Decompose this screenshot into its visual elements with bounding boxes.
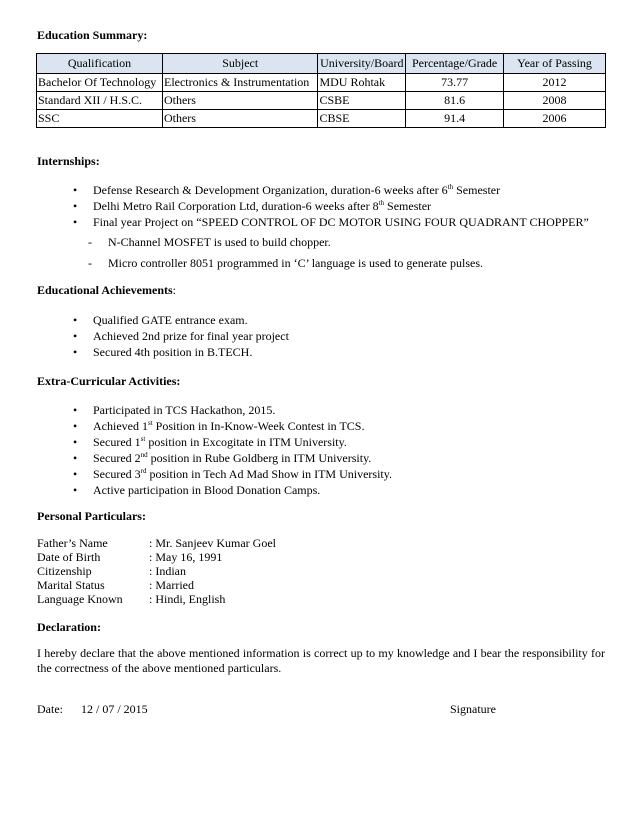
cell-percentage: 81.6 [406, 92, 504, 110]
list-item: • Active participation in Blood Donation Camps. [73, 483, 321, 497]
cell-qualification: Bachelor Of Technology [37, 74, 163, 92]
table-row [37, 92, 606, 110]
cell-university: MDU Rohtak [318, 74, 406, 92]
cell-percentage: 73.77 [406, 74, 504, 92]
extracurricular-list [0, 402, 600, 498]
achievements-list [0, 312, 600, 360]
bullet-icon: • [73, 451, 78, 465]
bullet-icon: • [73, 403, 78, 417]
col-subject: Subject [162, 54, 317, 74]
bullet-icon: • [73, 313, 78, 327]
personal-row: Language Known : Hindi, English [37, 592, 226, 606]
list-item: • Secured 4th position in B.TECH. [73, 345, 253, 359]
cell-university: CSBE [318, 92, 406, 110]
col-year: Year of Passing [504, 54, 606, 74]
personal-heading: Personal Particulars: [37, 509, 146, 523]
signature-label: Signature [450, 702, 496, 716]
list-item: • Secured 3rd position in Tech Ad Mad Show in ITM University. [73, 467, 392, 481]
bullet-icon: • [73, 329, 78, 343]
list-item: - Micro controller 8051 programmed in ‘C’ language is used to generate pulses. [0, 253, 483, 274]
internships-heading: Internships: [37, 154, 100, 168]
bullet-icon: • [73, 435, 78, 449]
col-percentage: Percentage/Grade [406, 54, 504, 74]
list-item: • Secured 1st position in Excogitate in ITM University. [73, 435, 347, 449]
personal-row: Father’s Name : Mr. Sanjeev Kumar Goel [37, 536, 276, 550]
cell-year: 2006 [504, 110, 606, 128]
bullet-icon: • [73, 183, 78, 197]
list-item: • Final year Project on “SPEED CONTROL OF DC MOTOR USING FOUR QUADRANT CHOPPER” [73, 215, 589, 229]
table-row [37, 74, 606, 92]
extracurricular-heading: Extra-Curricular Activities: [37, 374, 181, 388]
cell-percentage: 91.4 [406, 110, 504, 128]
bullet-icon: • [73, 483, 78, 497]
list-item: - N-Channel MOSFET is used to build chopper. [0, 232, 483, 253]
bullet-icon: • [73, 215, 78, 229]
cell-qualification: Standard XII / H.S.C. [37, 92, 163, 110]
date-value: 12 / 07 / 2015 [81, 702, 148, 716]
cell-year: 2012 [504, 74, 606, 92]
col-university: University/Board [318, 54, 406, 74]
list-item: • Qualified GATE entrance exam. [73, 313, 248, 327]
internships-list [0, 182, 600, 230]
col-qualification: Qualification [37, 54, 163, 74]
cell-qualification: SSC [37, 110, 163, 128]
table-header-row [37, 54, 606, 74]
bullet-icon: • [73, 419, 78, 433]
bullet-icon: • [73, 467, 78, 481]
bullet-icon: • [73, 345, 78, 359]
cell-university: CBSE [318, 110, 406, 128]
date-label: Date: [37, 702, 63, 716]
bullet-icon: • [73, 199, 78, 213]
list-item: • Secured 2nd position in Rube Goldberg in ITM University. [73, 451, 372, 465]
list-item: • Participated in TCS Hackathon, 2015. [73, 403, 276, 417]
declaration-text: I hereby declare that the above mentioned information is correct up to my knowledge and I bear the responsibility for the correctness of the above mentioned particulars. [37, 646, 605, 675]
list-item: • Achieved 1st Position in In-Know-Week Contest in TCS. [73, 419, 365, 433]
dash-icon: - [88, 235, 92, 249]
personal-particulars [37, 536, 437, 606]
personal-row: Date of Birth : May 16, 1991 [37, 550, 223, 564]
list-item: • Achieved 2nd prize for final year project [73, 329, 289, 343]
list-item: • Delhi Metro Rail Corporation Ltd, duration-6 weeks after 8th Semester [73, 199, 432, 213]
date-line [37, 702, 148, 717]
list-item: • Defense Research & Development Organization, duration-6 weeks after 6th Semester [73, 183, 501, 197]
declaration-heading: Declaration: [37, 620, 101, 634]
cell-year: 2008 [504, 92, 606, 110]
personal-row: Citizenship : Indian [37, 564, 186, 578]
personal-row: Marital Status : Married [37, 578, 194, 592]
cell-subject: Others [162, 92, 317, 110]
cell-subject: Electronics & Instrumentation [162, 74, 317, 92]
table-row [37, 110, 606, 128]
education-table [36, 53, 606, 128]
dash-icon: - [88, 256, 92, 270]
education-heading: Education Summary: [37, 28, 148, 42]
achievements-heading: Educational Achievements: [37, 283, 177, 297]
project-details-list [0, 232, 483, 274]
cell-subject: Others [162, 110, 317, 128]
